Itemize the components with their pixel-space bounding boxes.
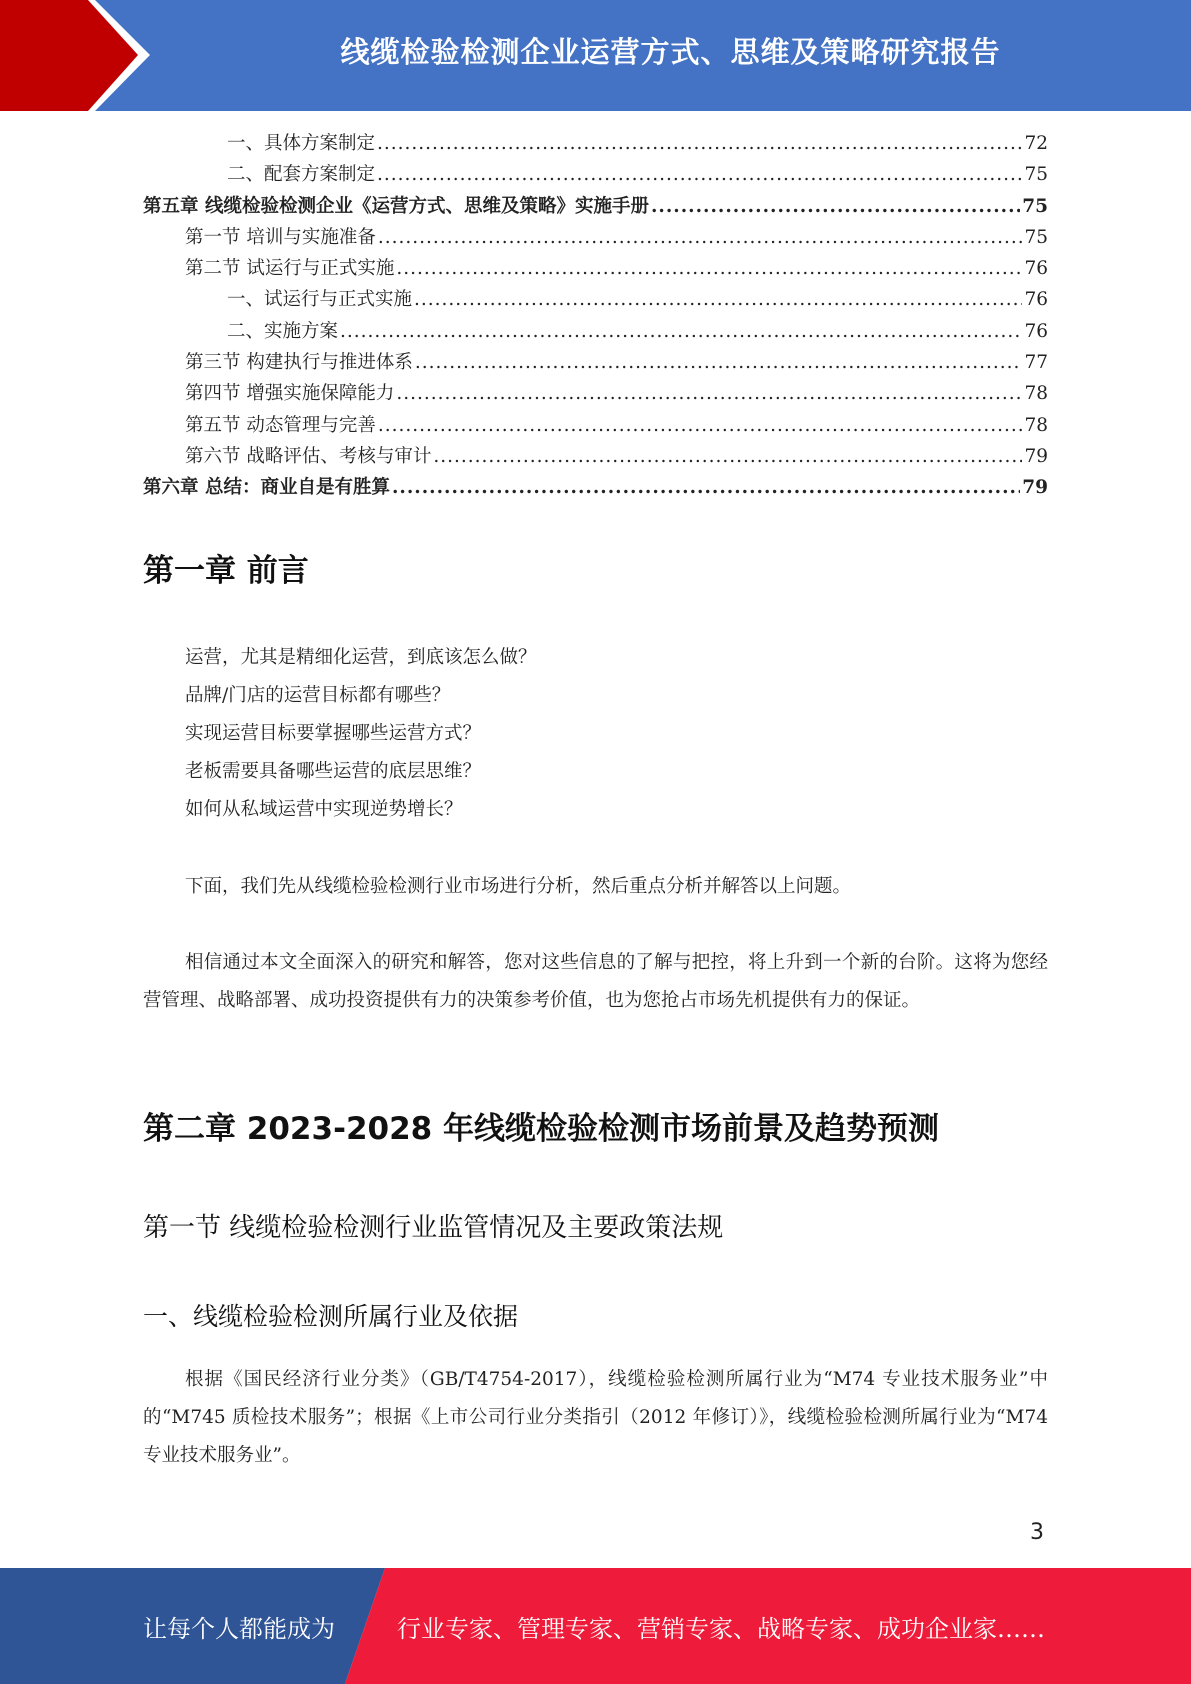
toc-entry-title: 第五章 线缆检验检测企业《运营方式、思维及策略》实施手册: [143, 195, 649, 217]
toc-entry-title: 第六章 总结：商业自是有胜算: [143, 477, 390, 499]
toc-entry-page: 76: [1024, 320, 1048, 342]
header-title: 线缆检验检测企业运营方式、思维及策略研究报告: [340, 34, 1001, 69]
toc-entry[interactable]: [143, 128, 1048, 159]
toc-leader-dots: [392, 472, 1020, 503]
toc-entry[interactable]: [143, 191, 1048, 222]
toc-entry[interactable]: [143, 410, 1048, 441]
toc-leader-dots: [651, 191, 1020, 222]
toc-entry[interactable]: [143, 378, 1048, 409]
toc-leader-dots: [378, 410, 1023, 441]
toc-entry-page: 76: [1024, 258, 1048, 280]
toc-entry-page: 75: [1024, 226, 1048, 248]
toc-entry-page: 72: [1024, 133, 1048, 154]
toc-entry[interactable]: [143, 222, 1048, 253]
toc-leader-dots: [433, 441, 1022, 472]
toc-entry-page: 75: [1024, 164, 1048, 186]
toc-entry-page: 78: [1024, 383, 1048, 405]
toc-entry[interactable]: [143, 441, 1048, 472]
toc-entry-title: 第六节 战略评估、考核与审计: [185, 445, 432, 467]
toc-entry-title: 二、配套方案制定: [227, 164, 376, 186]
footer-slogan-left: 让每个人都能成为: [143, 1614, 335, 1643]
toc-entry-title: 第一节 培训与实施准备: [185, 226, 376, 248]
toc-leader-dots: [396, 253, 1022, 284]
toc-entry[interactable]: [143, 253, 1048, 284]
toc-entry-page: 79: [1022, 477, 1048, 499]
toc-entry-title: 第三节 构建执行与推进体系: [185, 352, 413, 374]
toc-leader-dots: [340, 316, 1022, 347]
toc-entry-title: 一、试运行与正式实施: [227, 289, 413, 311]
toc-leader-dots: [414, 284, 1022, 315]
footer-slogan-right: 行业专家、管理专家、营销专家、战略专家、成功企业家……: [397, 1614, 1045, 1643]
list-item: 运营，尤其是精细化运营，到底该怎么做？: [185, 647, 537, 668]
paragraph: 相信通过本文全面深入的研究和解答，您对这些信息的了解与把控，将上升到一个新的台阶。这将为您经营管理、战略部署、成功投资提供有力的决策参考价值，也为您抢占市场先机提供有力的保证。: [143, 952, 1048, 1011]
subsection-heading: 一、线缆检验检测所属行业及依据: [143, 1302, 519, 1331]
toc-leader-dots: [378, 222, 1023, 253]
toc-leader-dots: [396, 378, 1022, 409]
toc-entry-title: 第四节 增强实施保障能力: [185, 383, 395, 405]
toc-entry-title: 二、实施方案: [227, 320, 339, 342]
table-of-contents: [143, 128, 1048, 504]
toc-entry-title: 第二节 试运行与正式实施: [185, 258, 395, 280]
chapter-heading: 第二章 2023-2028 年线缆检验检测市场前景及趋势预测: [143, 1111, 940, 1147]
page-footer: [0, 1568, 1191, 1684]
toc-entry-page: 78: [1024, 414, 1048, 436]
list-item: 如何从私域运营中实现逆势增长？: [185, 799, 463, 820]
toc-leader-dots: [377, 128, 1022, 159]
page-header: [0, 0, 1191, 111]
question-list: [185, 639, 537, 829]
toc-entry[interactable]: [143, 472, 1048, 503]
toc-entry-title: 第五节 动态管理与完善: [185, 414, 376, 436]
paragraph: 根据《国民经济行业分类》（GB/T4754-2017），线缆检验检测所属行业为“M74 专业技术服务业”中的“M745 质检技术服务”；根据《上市公司行业分类指引（2012 年修订）》，线缆检验检测所属行业为“M74 专业技术服务业”。: [143, 1369, 1048, 1466]
toc-entry[interactable]: [143, 316, 1048, 347]
toc-entry[interactable]: [143, 284, 1048, 315]
toc-entry-page: 77: [1024, 352, 1048, 374]
list-item: 老板需要具备哪些运营的底层思维？: [185, 761, 482, 782]
page-number: 3: [1030, 1520, 1044, 1545]
toc-entry[interactable]: [143, 159, 1048, 190]
toc-entry-title: 一、具体方案制定: [227, 133, 376, 154]
toc-leader-dots: [377, 159, 1022, 190]
toc-entry-page: 79: [1024, 445, 1048, 467]
paragraph: 下面，我们先从线缆检验检测行业市场进行分析，然后重点分析并解答以上问题。: [185, 876, 852, 897]
chapter-heading: 第一章 前言: [143, 553, 309, 589]
list-item: 实现运营目标要掌握哪些运营方式？: [185, 723, 482, 744]
toc-leader-dots: [415, 347, 1023, 378]
toc-entry[interactable]: [143, 347, 1048, 378]
toc-entry-page: 76: [1024, 289, 1048, 311]
section-heading: 第一节 线缆检验检测行业监管情况及主要政策法规: [143, 1213, 724, 1243]
toc-entry-page: 75: [1022, 195, 1048, 217]
list-item: 品牌/门店的运营目标都有哪些？: [185, 685, 451, 706]
